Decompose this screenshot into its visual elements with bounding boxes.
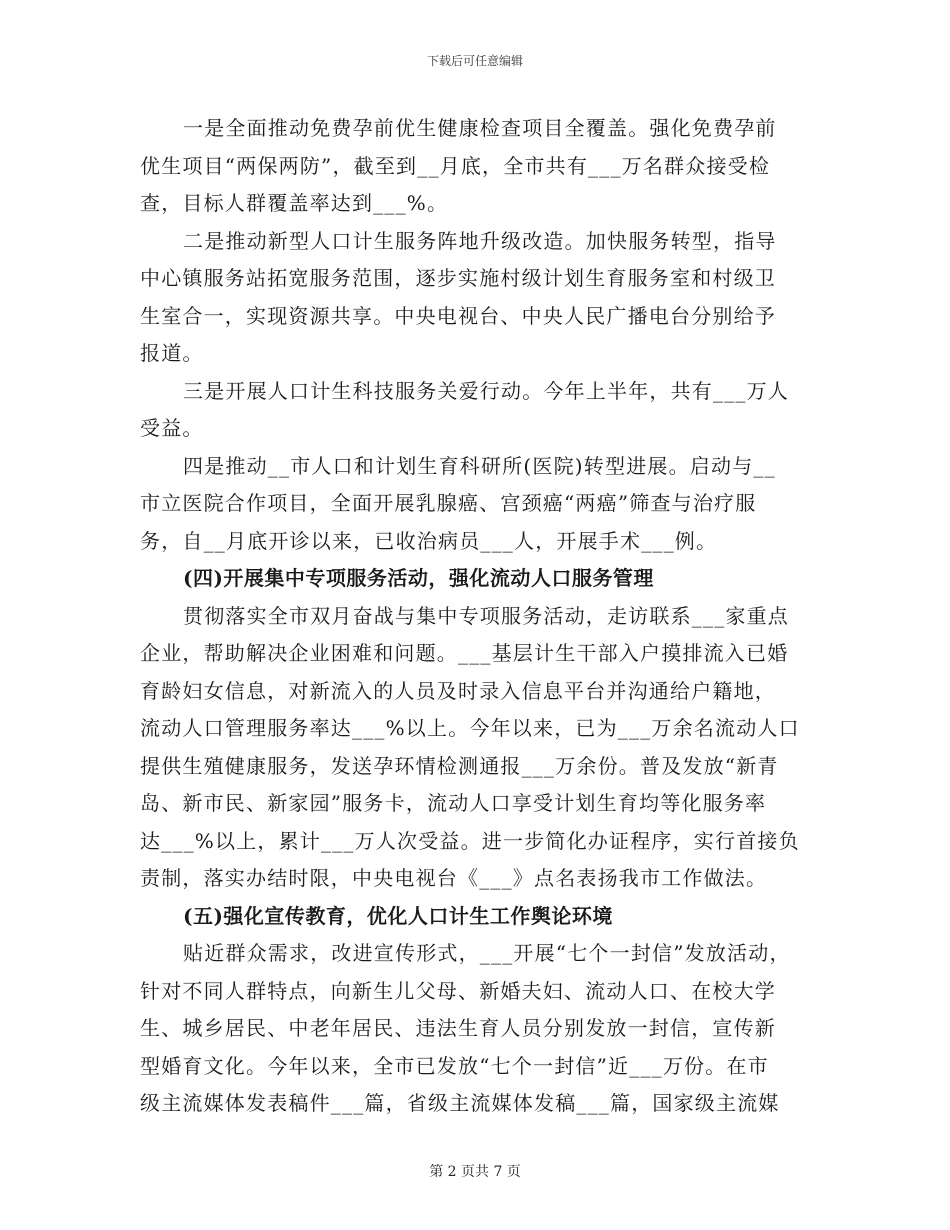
paragraph-line: 育龄妇女信息，对新流入的人员及时录入信息平台并沟通给户籍地， xyxy=(140,678,776,703)
section-heading: (五)强化宣传教育，优化人口计生工作舆论环境 xyxy=(183,903,613,928)
paragraph-line: 针对不同人群特点，向新生儿父母、新婚夫妇、流动人口、在校大学 xyxy=(140,978,776,1003)
page-number: 第 2 页共 7 页 xyxy=(429,1164,521,1180)
document-body xyxy=(140,110,812,1123)
paragraph-line: 级主流媒体发表稿件___篇，省级主流媒体发稿___篇，国家级主流媒 xyxy=(140,1091,780,1115)
paragraph-line: 流动人口管理服务率达___%以上。今年以来，已为___万余名流动人口 xyxy=(140,716,800,740)
paragraph-line: 一是全面推动免费孕前优生健康检查项目全覆盖。强化免费孕前 xyxy=(183,116,777,140)
paragraph-line: 岛、新市民、新家园”服务卡，流动人口享受计划生育均等化服务率 xyxy=(140,791,767,815)
paragraph-line: 受益。 xyxy=(140,416,204,440)
paragraph-line: 型婚育文化。今年以来，全市已发放“七个一封信”近___万份。在市 xyxy=(140,1053,769,1078)
section-heading: (四)开展集中专项服务活动，强化流动人口服务管理 xyxy=(183,566,654,590)
paragraph-line: 二是推动新型人口计生服务阵地升级改造。加快服务转型，指导 xyxy=(183,228,777,253)
paragraph-line: 责制，落实办结时限，中央电视台《___》点名表扬我市工作做法。 xyxy=(140,866,768,890)
paragraph-line: 提供生殖健康服务，发送孕环情检测通报___万余份。普及发放“新青 xyxy=(140,753,779,778)
paragraph-line: 三是开展人口计生科技服务关爱行动。今年上半年，共有___万人 xyxy=(183,378,789,403)
paragraph-line: 生、城乡居民、中老年居民、违法生育人员分别发放一封信，宣传新 xyxy=(140,1016,776,1040)
paragraph-line: 四是推动__市人口和计划生育科研所(医院)转型进展。启动与__ xyxy=(183,453,776,478)
paragraph-line: 达___%以上，累计___万人次受益。进一步简化办证程序，实行首接负 xyxy=(140,828,800,853)
paragraph-line: 查，目标人群覆盖率达到___%。 xyxy=(140,191,449,215)
paragraph-line: 优生项目“两保两防”，截至到__月底，全市共有___万名群众接受检 xyxy=(140,153,771,178)
paragraph-line: 贯彻落实全市双月奋战与集中专项服务活动，走访联系___家重点 xyxy=(183,603,789,628)
paragraph-line: 生室合一，实现资源共享。中央电视台、中央人民广播电台分别给予 xyxy=(140,303,776,328)
paragraph-line: 中心镇服务站拓宽服务范围，逐步实施村级计划生育服务室和村级卫 xyxy=(140,266,776,290)
paragraph-line: 企业，帮助解决企业困难和问题。___基层计生干部入户摸排流入已婚 xyxy=(140,641,789,665)
paragraph-line: 市立医院合作项目，全面开展乳腺癌、宫颈癌“两癌”筛查与治疗服 xyxy=(140,491,757,515)
page-header: 下载后可任意编辑 xyxy=(426,54,523,68)
paragraph-line: 贴近群众需求，改进宣传形式，___开展“七个一封信”发放活动， xyxy=(183,941,791,965)
paragraph-line: 务，自__月底开诊以来，已收治病员___人，开展手术___例。 xyxy=(140,528,718,553)
paragraph-line: 报道。 xyxy=(140,341,204,365)
